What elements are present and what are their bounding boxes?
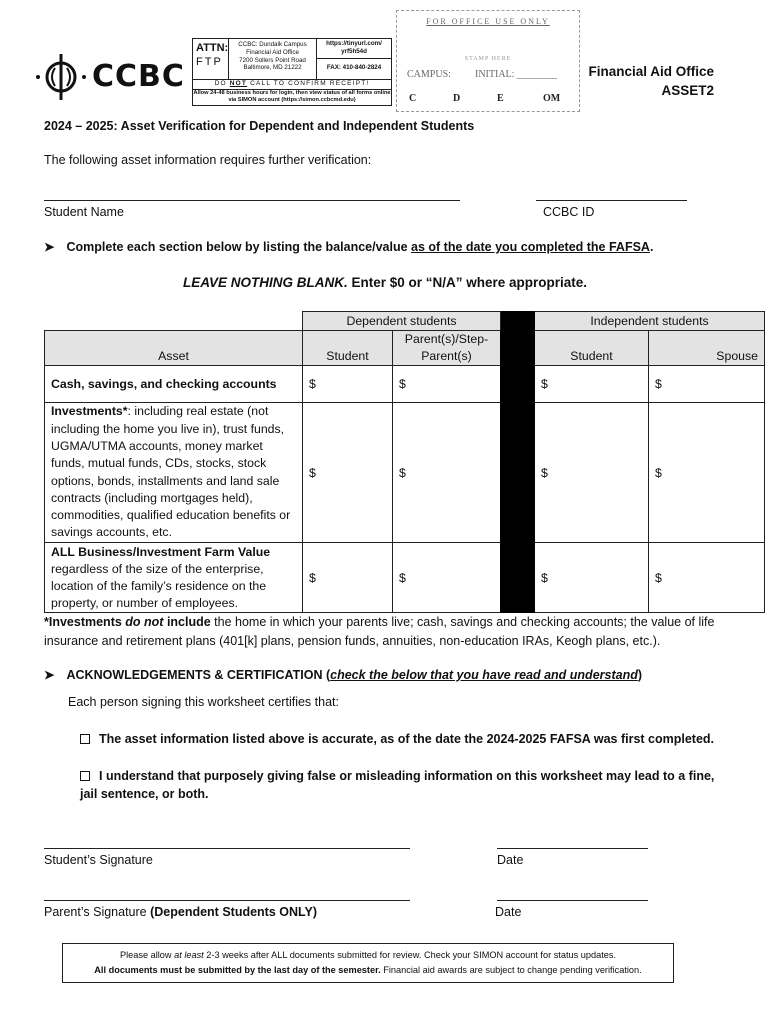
dep-student-investments-input[interactable]: $	[303, 403, 393, 543]
address-line: Financial Aid Office	[246, 48, 299, 56]
ind-student-business-input[interactable]: $	[535, 543, 649, 613]
parent-cash-input[interactable]: $	[393, 366, 501, 403]
footer-line1-italic: at least	[174, 950, 204, 960]
instruction-suffix: .	[649, 240, 654, 254]
student-name-field[interactable]	[44, 200, 460, 201]
row-business	[45, 543, 303, 613]
campus-code-e: E	[497, 93, 504, 104]
parent-label: Parent’s Signature	[44, 905, 151, 919]
row-title-cash: Cash, savings, and checking accounts	[45, 366, 303, 403]
row-desc-investments: : including real estate (not including the home you live in), trust funds, UGMA/UTMA accounts, money market funds, mutual funds, CDs, stocks, stock options, bonds, installments and land sale contracts (including mortgages held), commodities, qualified education benefits or savings accounts, etc.	[51, 404, 291, 540]
ind-student-col-header: Student	[535, 331, 649, 366]
ind-student-investments-input[interactable]: $	[535, 403, 649, 543]
parent-label-bold: (Dependent Students ONLY)	[150, 905, 318, 919]
student-signature-field[interactable]	[44, 848, 410, 849]
leave-blank-notice	[0, 275, 770, 290]
confirm-prefix: DO	[214, 80, 230, 87]
mailing-address	[229, 39, 317, 79]
campus-code-c: C	[409, 93, 417, 104]
student-date-field[interactable]	[497, 848, 648, 849]
separator-column	[501, 312, 535, 613]
ack-heading-close: )	[637, 668, 643, 682]
spouse-investments-input[interactable]: $	[649, 403, 765, 543]
spouse-cash-input[interactable]: $	[649, 366, 765, 403]
attn-labels	[193, 39, 229, 79]
campus-code-om: OM	[543, 93, 561, 104]
spouse-col-header: Spouse	[649, 331, 765, 366]
attn-label: ATTN:	[196, 42, 229, 54]
instruction-underlined: as of the date you completed the FAFSA	[411, 240, 650, 254]
footer-line2-rest: Financial aid awards are subject to change pending verification.	[380, 965, 642, 975]
office-use-title: FOR OFFICE USE ONLY	[426, 17, 550, 26]
parent-date-label: Date	[495, 905, 522, 919]
ack-item-false-info	[80, 767, 730, 803]
ind-student-cash-input[interactable]: $	[535, 366, 649, 403]
instruction-prefix: Complete each section below by listing the balance/value	[66, 240, 412, 254]
row-investments	[45, 403, 303, 543]
ccbc-id-field[interactable]	[536, 200, 687, 201]
parent-signature-label	[44, 905, 317, 919]
leave-blank-italic: LEAVE NOTHING BLANK.	[182, 275, 348, 290]
allow-text: Allow 24-48 business hours for login, then view status of all forms online via SIMON account (https://simon.ccbcmd.edu)	[193, 90, 391, 104]
footer-line1	[63, 948, 673, 963]
attn-box	[192, 38, 392, 106]
independent-students-header: Independent students	[535, 312, 765, 331]
address-line: Baltimore, MD 21222	[243, 64, 302, 72]
row-title-investments: Investments*	[51, 404, 128, 419]
parent-signature-field[interactable]	[44, 900, 410, 901]
row-title-business: ALL Business/Investment Farm Value	[51, 544, 271, 559]
dep-student-business-input[interactable]: $	[303, 543, 393, 613]
ack-heading-italic: check the below that you have read and understand	[330, 668, 638, 682]
ack-heading	[44, 667, 642, 682]
form-code: ASSET2	[661, 83, 714, 98]
footer-line1-rest: 2-3 weeks after ALL documents submitted for review. Check your SIMON account for status updates.	[203, 950, 617, 960]
address-line: CCBC: Dundalk Campus	[238, 41, 307, 48]
office-name: Financial Aid Office	[588, 64, 714, 79]
footnote-rest: the home in which your parents live; cash, savings and checking accounts; the value of life insurance and retirement plans (401[k] plans, pension funds, annuities, non-education IRAs, Keogh plans, etc.).	[44, 615, 715, 648]
ack-heading-text: ACKNOWLEDGEMENTS & CERTIFICATION (	[66, 668, 331, 682]
ccbc-logo	[32, 52, 192, 102]
instruction	[44, 239, 653, 254]
asset-col-header: Asset	[45, 331, 303, 366]
footer-line2	[63, 963, 673, 978]
ccbc-id-label: CCBC ID	[543, 205, 595, 219]
false-info-checkbox[interactable]	[80, 771, 90, 781]
footer-notice	[62, 943, 674, 983]
footnote-prefix: *Investments	[44, 615, 126, 629]
ftp-label: FTP	[196, 55, 223, 68]
arrow-bullet-icon: ➤	[44, 240, 55, 254]
arrow-bullet-icon: ➤	[44, 668, 55, 682]
confirm-suffix: CALL TO CONFIRM RECEIPT!	[247, 80, 370, 87]
accurate-checkbox[interactable]	[80, 734, 90, 744]
campus-code-d: D	[453, 93, 461, 104]
ccbc-emblem-icon	[32, 52, 90, 102]
student-date-label: Date	[497, 853, 524, 867]
student-signature-label: Student’s Signature	[44, 853, 153, 867]
address-line: 7200 Sollers Point Road	[239, 56, 306, 64]
dep-student-cash-input[interactable]: $	[303, 366, 393, 403]
parent-date-field[interactable]	[497, 900, 648, 901]
spouse-business-input[interactable]: $	[649, 543, 765, 613]
confirm-not: NOT	[229, 80, 248, 87]
upload-url[interactable]: https://tinyurl.com/ yrf5h54d	[317, 39, 391, 59]
ack-intro: Each person signing this worksheet certifies that:	[68, 695, 339, 709]
fax-number: FAX: 410-840-2824	[326, 64, 382, 71]
dependent-students-header: Dependent students	[303, 312, 501, 331]
asset-table	[44, 311, 765, 613]
table-row	[45, 366, 765, 403]
office-use-box	[396, 10, 580, 112]
form-intro: The following asset information requires further verification:	[44, 153, 372, 167]
office-title	[588, 62, 714, 100]
leave-blank-rest: Enter $0 or “N/A” where appropriate.	[347, 275, 588, 290]
footer-line1-prefix: Please allow	[119, 950, 175, 960]
stamp-here: STAMP HERE	[464, 56, 512, 62]
table-row	[45, 543, 765, 613]
blank-corner	[45, 312, 303, 331]
parent-col-header: Parent(s)/Step-Parent(s)	[393, 331, 501, 366]
footer-line2-bold: All documents must be submitted by the last day of the semester.	[94, 965, 381, 975]
investments-footnote	[44, 613, 734, 651]
initial-label: INITIAL: ________	[475, 69, 557, 80]
parent-investments-input[interactable]: $	[393, 403, 501, 543]
row-desc-business: regardless of the size of the enterprise, location of the family’s residence on the property, or number of employees.	[51, 561, 267, 610]
table-row	[45, 403, 765, 543]
footnote-italic: do not	[125, 615, 164, 629]
campus-label: CAMPUS:	[407, 69, 451, 80]
dep-student-col-header: Student	[303, 331, 393, 366]
footnote-bold: include	[163, 615, 211, 629]
ack-item2-text: I understand that purposely giving false or misleading information on this worksheet may lead to a fine, jail sentence, or both.	[80, 769, 715, 801]
ack-item1-text: The asset information listed above is accurate, as of the date the 2024-2025 FAFSA was first completed.	[99, 732, 715, 746]
ack-item-accurate	[80, 732, 714, 746]
student-name-label: Student Name	[44, 205, 124, 219]
parent-business-input[interactable]: $	[393, 543, 501, 613]
logo-text: CCBC	[92, 59, 185, 94]
form-title: 2024 – 2025: Asset Verification for Dependent and Independent Students	[44, 119, 475, 133]
